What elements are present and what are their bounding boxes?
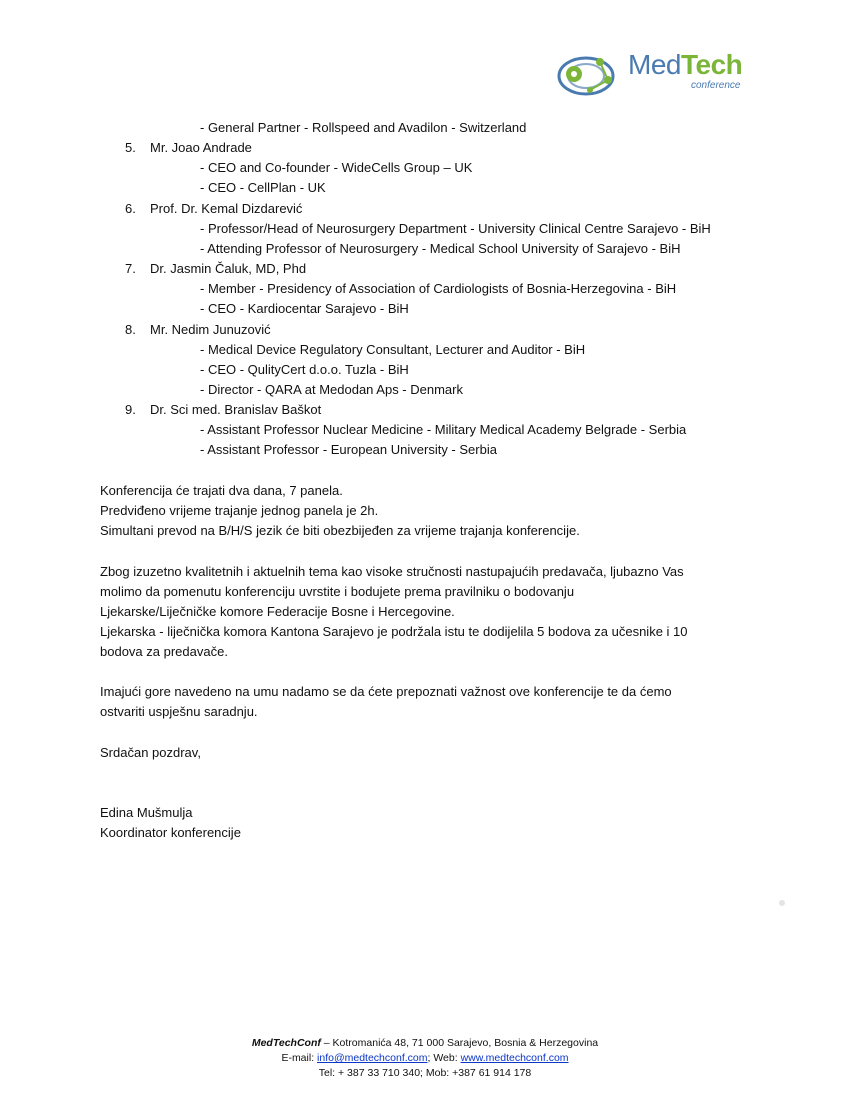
paragraph-line: Ljekarske/Liječničke komore Federacije Bosne i Hercegovine. (100, 604, 455, 619)
speaker-number: 5. (125, 140, 136, 155)
speaker-role: - Director - QARA at Medodan Aps - Denmark (200, 382, 463, 397)
scan-artifact (779, 900, 785, 906)
paragraph-line: ostvariti uspješnu saradnju. (100, 704, 258, 719)
speaker-role: - General Partner - Rollspeed and Avadilon - Switzerland (200, 120, 527, 135)
footer (0, 1036, 850, 1081)
paragraph-line: Zbog izuzetno kvalitetnih i aktuelnih tema kao visoke stručnosti nastupajućih predavača, ljubazno Vas (100, 564, 684, 579)
speaker-role: - Medical Device Regulatory Consultant, Lecturer and Auditor - BiH (200, 342, 586, 357)
speaker-role: - CEO and Co-founder - WideCells Group – UK (200, 160, 473, 175)
speaker-role: - CEO - CellPlan - UK (200, 180, 326, 195)
speaker-name: Dr. Jasmin Čaluk, MD, Phd (150, 261, 307, 276)
signer-title: Koordinator konferencije (100, 825, 241, 840)
footer-email-label: E-mail: (281, 1052, 318, 1064)
footer-email-link[interactable]: info@medtechconf.com (317, 1052, 428, 1064)
logo-mark-icon (556, 50, 626, 100)
footer-web-label: ; Web: (427, 1052, 461, 1064)
footer-address: – Kotromanića 48, 71 000 Sarajevo, Bosnia & Herzegovina (320, 1037, 599, 1049)
footer-contact-line (0, 1051, 850, 1066)
paragraph-line: Imajući gore navedeno na umu nadamo se da ćete prepoznati važnost ove konferencije te da ćemo (100, 684, 672, 699)
speaker-number: 6. (125, 201, 136, 216)
logo-brand-med: Med (628, 49, 681, 80)
paragraph-line: Predviđeno vrijeme trajanje jednog panela je 2h. (100, 503, 379, 518)
speaker-name: Prof. Dr. Kemal Dizdarević (150, 201, 303, 216)
speaker-role: - Member - Presidency of Association of Cardiologists of Bosnia-Herzegovina - BiH (200, 281, 677, 296)
speaker-name: Mr. Joao Andrade (150, 140, 252, 155)
speaker-role: - CEO - QulityCert d.o.o. Tuzla - BiH (200, 362, 409, 377)
speaker-role: - Assistant Professor - European University - Serbia (200, 442, 497, 457)
paragraph-line: bodova za predavače. (100, 644, 228, 659)
paragraph-line: Simultani prevod na B/H/S jezik će biti obezbijeđen za vrijeme trajanja konferencije. (100, 523, 580, 538)
paragraph-line: Ljekarska - liječnička komora Kantona Sarajevo je podržala istu te dodijelila 5 bodova za učesnike i 10 (100, 624, 688, 639)
speaker-role: - CEO - Kardiocentar Sarajevo - BiH (200, 301, 409, 316)
logo-brand-tech: Tech (680, 49, 743, 80)
medtech-logo (556, 48, 756, 104)
speaker-number: 7. (125, 261, 136, 276)
paragraph-line: Konferencija će trajati dva dana, 7 panela. (100, 483, 343, 498)
speaker-role: - Professor/Head of Neurosurgery Department - University Clinical Centre Sarajevo - BiH (200, 221, 711, 236)
footer-phones: Tel: + 387 33 710 340; Mob: +387 61 914 178 (318, 1067, 532, 1079)
speaker-name: Dr. Sci med. Branislav Baškot (150, 402, 322, 417)
speaker-role: - Assistant Professor Nuclear Medicine - Military Medical Academy Belgrade - Serbia (200, 422, 687, 437)
footer-org: MedTechConf (251, 1037, 321, 1049)
logo-subtitle: conference (691, 80, 741, 91)
greeting: Srdačan pozdrav, (100, 745, 201, 760)
footer-web-link[interactable]: www.medtechconf.com (460, 1052, 569, 1064)
signer-name: Edina Mušmulja (100, 805, 193, 820)
speaker-number: 9. (125, 402, 136, 417)
paragraph-line: molimo da pomenutu konferenciju uvrstite i bodujete prema pravilniku o bodovanju (100, 584, 575, 599)
logo-wordmark (628, 50, 742, 80)
footer-address-line (0, 1036, 850, 1051)
speaker-role: - Attending Professor of Neurosurgery - Medical School University of Sarajevo - BiH (200, 241, 681, 256)
speaker-number: 8. (125, 322, 136, 337)
speaker-name: Mr. Nedim Junuzović (150, 322, 271, 337)
